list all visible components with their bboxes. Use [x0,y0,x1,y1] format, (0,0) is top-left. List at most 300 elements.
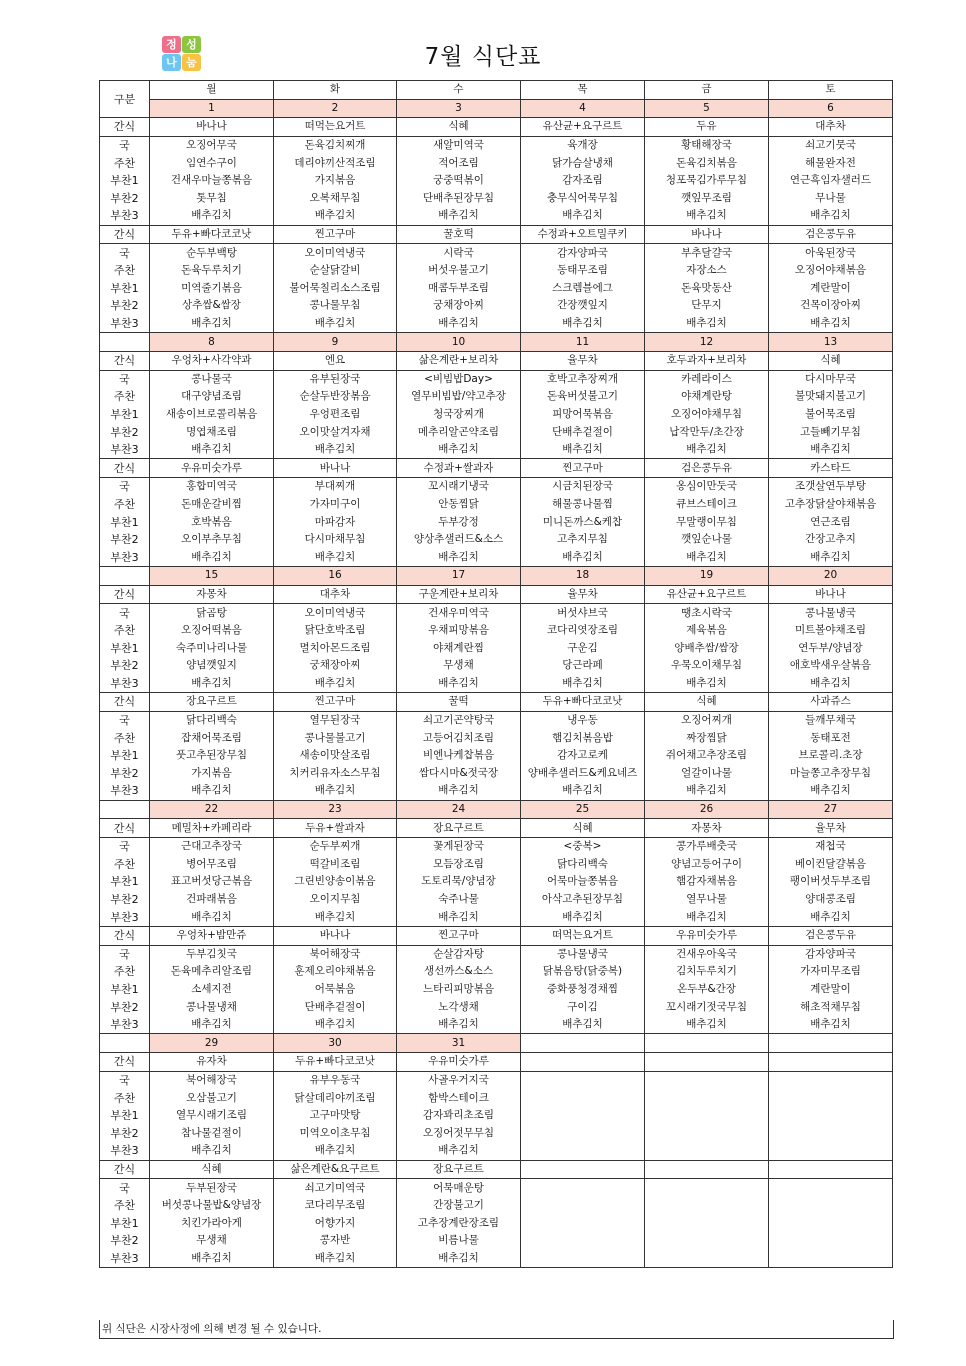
row-label-main: 주찬 [100,856,150,874]
menu-cell: 연근조림 [769,513,893,531]
menu-cell: 고추장계란장조림 [397,1214,521,1232]
menu-cell: 동태무조림 [521,262,645,280]
row-label-snack: 간식 [100,1053,150,1072]
menu-cell: 코다리무조림 [274,1197,397,1215]
row-label-soup: 국 [100,945,150,963]
menu-cell: 사과쥬스 [769,693,893,712]
logo-char: 눔 [182,54,201,71]
menu-cell: 찐고구마 [274,693,397,712]
menu-cell: 버섯샤브국 [521,604,645,622]
footer-note: 위 식단은 시장사정에 의해 변경 될 수 있습니다. [99,1320,894,1339]
menu-cell: 배추김치 [769,1016,893,1034]
menu-cell: 검은콩두유 [645,459,769,478]
menu-cell: 다시마채무침 [274,531,397,549]
meal-row-side3 [100,675,893,693]
menu-cell: 배추김치 [150,207,274,225]
menu-cell: 잡채어묵조림 [150,729,274,747]
meal-row-snack [100,693,893,712]
menu-cell: 배추김치 [274,1016,397,1034]
date-cell: 24 [397,800,521,819]
day-name: 토 [769,81,893,100]
menu-cell: 배추김치 [645,315,769,333]
menu-cell: 미니돈까스&케찹 [521,513,645,531]
menu-cell: 순살감자탕 [397,945,521,963]
meal-table [99,80,893,1268]
menu-cell: 돈육두루치기 [150,262,274,280]
menu-cell: 표고버섯당근볶음 [150,873,274,891]
menu-cell: 배추김치 [397,441,521,459]
date-cell [521,1034,645,1053]
row-label-side2: 부찬2 [100,190,150,208]
menu-cell: 새알미역국 [397,136,521,154]
menu-cell: 장요구르트 [397,819,521,838]
row-label-side2: 부찬2 [100,1124,150,1142]
menu-cell: 배추김치 [150,782,274,800]
meal-row-main [100,262,893,280]
menu-cell: 배추김치 [397,908,521,926]
menu-cell: 배추김치 [397,1016,521,1034]
menu-cell: 숙주나물 [397,891,521,909]
meal-row-snack [100,926,893,945]
menu-cell: 율무차 [521,351,645,370]
meal-row-snack [100,1160,893,1179]
menu-cell [521,1107,645,1125]
menu-cell: 두유+빠다코코낫 [150,225,274,244]
meal-row-main [100,729,893,747]
menu-cell: 충무식어묵무침 [521,190,645,208]
menu-cell: 검은콩두유 [769,225,893,244]
menu-cell: 궁중떡볶이 [397,172,521,190]
menu-cell: 느타리피망볶음 [397,981,521,999]
menu-cell: 안동찜닭 [397,496,521,514]
menu-cell: 배추김치 [769,207,893,225]
menu-cell: 임연수구이 [150,154,274,172]
menu-cell: 배추김치 [645,782,769,800]
menu-cell: 돈육김치찌개 [274,136,397,154]
menu-cell: 상추쌈&쌈장 [150,297,274,315]
menu-cell: 스크렘블에그 [521,280,645,298]
menu-cell: 옹심이만둣국 [645,478,769,496]
menu-cell: 무말랭이무침 [645,513,769,531]
row-label-side2: 부찬2 [100,297,150,315]
menu-cell: 땡초시락국 [645,604,769,622]
menu-cell: 버섯콩나물밥&양념장 [150,1197,274,1215]
menu-cell: 배추김치 [397,1142,521,1160]
row-label-side2: 부찬2 [100,531,150,549]
row-label-snack: 간식 [100,351,150,370]
menu-cell: 식혜 [645,693,769,712]
date-cell: 18 [521,567,645,586]
date-cell: 29 [150,1034,274,1053]
menu-cell: 우엉편조림 [274,406,397,424]
menu-cell: 율무차 [769,819,893,838]
row-label-main: 주찬 [100,262,150,280]
menu-cell: 불어묵조림 [769,406,893,424]
menu-cell: 배추김치 [150,1016,274,1034]
menu-cell: 두유+쌀과자 [274,819,397,838]
menu-cell [769,1142,893,1160]
menu-cell: 메추리알곤약조림 [397,423,521,441]
menu-cell: 배추김치 [274,1142,397,1160]
meal-row-snack [100,351,893,370]
menu-cell [521,1160,645,1179]
day-name: 수 [397,81,521,100]
meal-row-main [100,622,893,640]
menu-cell: 자몽차 [150,585,274,604]
menu-cell: 양대콩조림 [769,891,893,909]
menu-cell: 오이지무침 [274,891,397,909]
menu-cell: 수정과+오트밀쿠키 [521,225,645,244]
menu-cell: 배추김치 [150,675,274,693]
row-label-side3: 부찬3 [100,908,150,926]
menu-cell: 장요구르트 [150,693,274,712]
day-name: 월 [150,81,274,100]
menu-cell: 카스타드 [769,459,893,478]
meal-row-main [100,154,893,172]
row-label-main: 주찬 [100,1089,150,1107]
menu-cell: 배추김치 [521,441,645,459]
row-label-snack: 간식 [100,225,150,244]
row-label-side3: 부찬3 [100,1142,150,1160]
menu-cell: 감자조림 [521,172,645,190]
row-label-soup: 국 [100,837,150,855]
date-cell: 11 [521,333,645,352]
menu-cell: 호박고추장찌개 [521,370,645,388]
menu-cell: 콩나물국 [150,370,274,388]
menu-cell: 고들빼기무침 [769,423,893,441]
menu-cell [521,1124,645,1142]
row-label-side2: 부찬2 [100,891,150,909]
menu-cell: 참나물겉절이 [150,1124,274,1142]
date-cell: 19 [645,567,769,586]
meal-row-side2 [100,891,893,909]
row-label-soup: 국 [100,711,150,729]
meal-row-main [100,388,893,406]
menu-cell: 어묵마늘쫑볶음 [521,873,645,891]
menu-cell: 떠먹는요거트 [521,926,645,945]
row-label-soup: 국 [100,136,150,154]
menu-cell [521,1232,645,1250]
date-cell: 3 [397,99,521,118]
menu-cell [521,1053,645,1072]
row-label-side3: 부찬3 [100,441,150,459]
meal-row-side2 [100,297,893,315]
row-label-side1: 부찬1 [100,280,150,298]
menu-cell: 배추김치 [274,315,397,333]
menu-cell: 양념깻잎지 [150,657,274,675]
menu-cell: 콩나물냉국 [521,945,645,963]
row-label-main: 주찬 [100,154,150,172]
menu-cell: 적어조림 [397,154,521,172]
meal-row-soup [100,478,893,496]
row-label-main: 주찬 [100,496,150,514]
menu-cell: 유산균+요구르트 [645,585,769,604]
day-name: 금 [645,81,769,100]
meal-row-side3 [100,1142,893,1160]
menu-cell: 배추김치 [521,1016,645,1034]
menu-cell: 아욱된장국 [769,244,893,262]
menu-cell [521,1250,645,1268]
menu-cell: 배추김치 [769,441,893,459]
menu-cell: 당근라페 [521,657,645,675]
menu-cell: 쇠고기뭇국 [769,136,893,154]
meal-row-side1 [100,513,893,531]
menu-cell: 브로콜리.초장 [769,747,893,765]
menu-cell: 삶은계란&요구르트 [274,1160,397,1179]
row-label-side3: 부찬3 [100,548,150,566]
menu-cell: 배추김치 [150,1142,274,1160]
meal-row-side1 [100,981,893,999]
menu-cell: 배추김치 [769,675,893,693]
menu-cell: 자장소스 [645,262,769,280]
meal-row-soup [100,604,893,622]
menu-cell: 바나나 [769,585,893,604]
menu-cell: 건파래볶음 [150,891,274,909]
meal-row-side2 [100,190,893,208]
menu-cell: 닭볶음탕(닭중복) [521,963,645,981]
menu-cell: 오복채무침 [274,190,397,208]
menu-cell: 북어해장국 [274,945,397,963]
row-label-side2: 부찬2 [100,423,150,441]
row-label-side2: 부찬2 [100,1232,150,1250]
meal-row-soup [100,370,893,388]
menu-cell: 단배추겉절이 [274,998,397,1016]
menu-cell: 큐브스테이크 [645,496,769,514]
menu-cell: 동태포전 [769,729,893,747]
menu-cell: 무나물 [769,190,893,208]
menu-cell: 단배추된장무침 [397,190,521,208]
menu-cell: 두부된장국 [150,1179,274,1197]
menu-cell: 배추김치 [521,548,645,566]
menu-cell: 배추김치 [645,548,769,566]
date-cell: 6 [769,99,893,118]
date-row-label-blank [100,1034,150,1053]
row-label-side3: 부찬3 [100,207,150,225]
menu-cell: 떡갈비조림 [274,856,397,874]
menu-cell: 수정과+쌀과자 [397,459,521,478]
menu-cell: 해물완자전 [769,154,893,172]
meal-row-side2 [100,657,893,675]
menu-cell: 꼬시래기젓국무침 [645,998,769,1016]
menu-cell: 들깨무채국 [769,711,893,729]
menu-cell: 김치두루치기 [645,963,769,981]
menu-cell: 건새우아욱국 [645,945,769,963]
row-label-main: 주찬 [100,1197,150,1215]
date-row-label-blank [100,567,150,586]
menu-cell: 감자양파국 [769,945,893,963]
menu-cell: 배추김치 [150,315,274,333]
logo-char: 나 [162,54,181,71]
menu-cell: 순살두반장볶음 [274,388,397,406]
meal-row-snack [100,585,893,604]
menu-cell: 부대찌개 [274,478,397,496]
date-cell: 23 [274,800,397,819]
menu-cell: 새송이브로콜리볶음 [150,406,274,424]
meal-row-side1 [100,280,893,298]
menu-cell: 연두부/양념장 [769,639,893,657]
menu-cell: 톳무침 [150,190,274,208]
menu-cell: 고구마맛탕 [274,1107,397,1125]
menu-cell: 배추김치 [769,548,893,566]
date-row-label-blank [100,800,150,819]
menu-cell: 순두부백탕 [150,244,274,262]
menu-cell: 얼갈이나물 [645,765,769,783]
menu-cell: 어묵매운탕 [397,1179,521,1197]
menu-cell: 돈매운갈비찜 [150,496,274,514]
date-cell: 13 [769,333,893,352]
menu-cell [645,1053,769,1072]
menu-cell: 바나나 [150,118,274,137]
meal-row-side1 [100,1107,893,1125]
menu-cell: 오징어찌개 [645,711,769,729]
menu-cell: 율무차 [521,585,645,604]
menu-cell: 건새우마늘쫑볶음 [150,172,274,190]
menu-cell: 청국장찌개 [397,406,521,424]
menu-cell: 배추김치 [521,908,645,926]
menu-cell: 미트볼야채조림 [769,622,893,640]
menu-cell: 배추김치 [274,1250,397,1268]
menu-cell [769,1160,893,1179]
menu-cell: 명엽채조림 [150,423,274,441]
menu-cell: 콩나물불고기 [274,729,397,747]
menu-cell: 오징어떡볶음 [150,622,274,640]
menu-cell: 불맛돼지불고기 [769,388,893,406]
date-cell: 20 [769,567,893,586]
menu-cell: 양배추샐러드&케요네즈 [521,765,645,783]
day-name: 목 [521,81,645,100]
menu-cell: 감자고로케 [521,747,645,765]
menu-cell: 양상추샐러드&소스 [397,531,521,549]
date-row [100,99,893,118]
meal-row-snack [100,118,893,137]
menu-cell: 배추김치 [521,675,645,693]
row-label-side2: 부찬2 [100,765,150,783]
menu-cell: 바나나 [274,459,397,478]
menu-cell: 청포묵김가루무침 [645,172,769,190]
menu-cell: 양념고등어구이 [645,856,769,874]
meal-row-soup [100,136,893,154]
menu-cell: 배추김치 [397,548,521,566]
menu-cell: 순살닭갈비 [274,262,397,280]
row-label-soup: 국 [100,370,150,388]
meal-row-side3 [100,441,893,459]
menu-cell: 배추김치 [769,315,893,333]
row-label-side3: 부찬3 [100,1250,150,1268]
date-cell: 2 [274,99,397,118]
row-label-snack: 간식 [100,118,150,137]
menu-cell: 건새우미역국 [397,604,521,622]
logo-char: 성 [182,36,201,53]
menu-cell: 마파감자 [274,513,397,531]
menu-cell: 가지볶음 [274,172,397,190]
menu-cell: 연근흑임자샐러드 [769,172,893,190]
menu-cell [645,1214,769,1232]
menu-cell: 배추김치 [150,908,274,926]
menu-cell [521,1214,645,1232]
menu-cell: 닭단호박조림 [274,622,397,640]
day-name: 화 [274,81,397,100]
menu-cell [769,1124,893,1142]
menu-cell: 식혜 [150,1160,274,1179]
menu-cell: 훈제오리야채볶음 [274,963,397,981]
date-cell: 4 [521,99,645,118]
header-label: 구분 [100,81,150,118]
menu-cell: 애호박새우살볶음 [769,657,893,675]
menu-cell [645,1124,769,1142]
menu-cell: 새송이맛살조림 [274,747,397,765]
menu-cell: 꽃게된장국 [397,837,521,855]
menu-cell: 유자차 [150,1053,274,1072]
menu-cell: 배추김치 [645,1016,769,1034]
menu-cell: 엔요 [274,351,397,370]
menu-cell: 카레라이스 [645,370,769,388]
menu-cell: 그린빈양송이볶음 [274,873,397,891]
menu-cell [769,1250,893,1268]
menu-cell: 콩자반 [274,1232,397,1250]
meal-row-soup [100,837,893,855]
menu-cell [645,1250,769,1268]
menu-cell: 짜장찜닭 [645,729,769,747]
menu-cell: 열무나물 [645,891,769,909]
meal-row-side1 [100,639,893,657]
menu-cell: 바나나 [645,225,769,244]
menu-cell: 계란말이 [769,981,893,999]
menu-cell: 구운계란+보리차 [397,585,521,604]
row-label-soup: 국 [100,478,150,496]
meal-row-side1 [100,406,893,424]
menu-cell [645,1179,769,1197]
row-label-side1: 부찬1 [100,172,150,190]
menu-cell: 우유미숫가루 [150,459,274,478]
menu-cell: <비빔밥Day> [397,370,521,388]
date-cell: 27 [769,800,893,819]
menu-cell: 구운김 [521,639,645,657]
row-label-snack: 간식 [100,819,150,838]
menu-cell: 도토리묵/양념장 [397,873,521,891]
menu-cell: 단배추겉절이 [521,423,645,441]
menu-cell: 모듬장조림 [397,856,521,874]
row-label-side3: 부찬3 [100,1016,150,1034]
meal-row-side2 [100,998,893,1016]
meal-row-main [100,856,893,874]
menu-cell [645,1107,769,1125]
menu-cell [769,1232,893,1250]
date-cell [645,1034,769,1053]
menu-cell: 돈육김치볶음 [645,154,769,172]
menu-cell: 멸치아몬드조림 [274,639,397,657]
menu-cell: 피망어묵볶음 [521,406,645,424]
menu-cell: 배추김치 [397,782,521,800]
meal-row-side1 [100,747,893,765]
menu-cell: 배추김치 [769,782,893,800]
menu-cell: 가자미구이 [274,496,397,514]
menu-cell: 온두부&간장 [645,981,769,999]
menu-cell: 제육볶음 [645,622,769,640]
menu-cell: 매콤두부조림 [397,280,521,298]
menu-cell: 배추김치 [397,1250,521,1268]
menu-cell: 치킨가라아게 [150,1214,274,1232]
menu-cell: 두유+빠다코코낫 [521,693,645,712]
row-label-side1: 부찬1 [100,639,150,657]
row-label-snack: 간식 [100,585,150,604]
date-cell: 15 [150,567,274,586]
menu-cell: 배추김치 [521,782,645,800]
menu-cell [521,1197,645,1215]
menu-cell: 바나나 [274,926,397,945]
date-row [100,333,893,352]
row-label-side3: 부찬3 [100,675,150,693]
menu-cell: 쌈다시마&젓국장 [397,765,521,783]
